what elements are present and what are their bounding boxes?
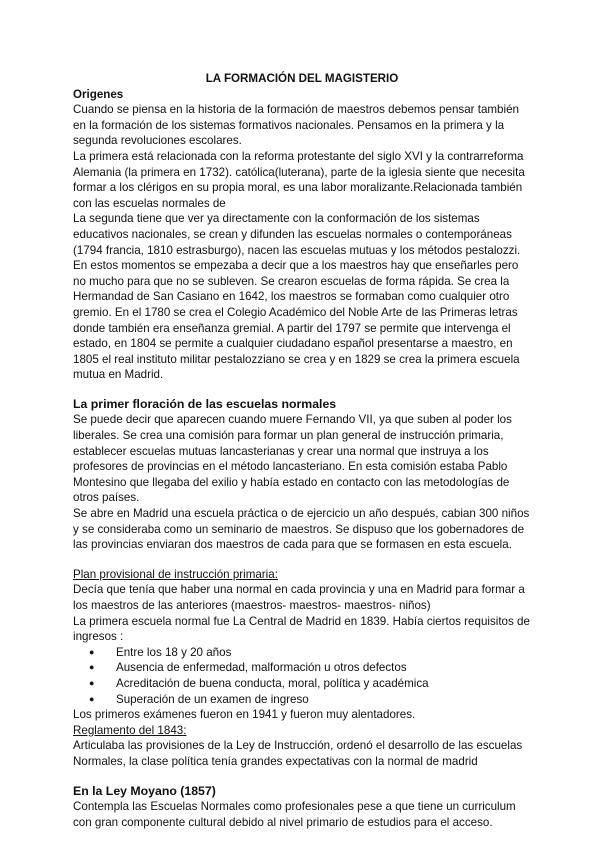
- list-item: [73, 645, 531, 661]
- requisitos-list: [73, 645, 531, 707]
- heading-origenes: Origenes: [73, 87, 124, 101]
- list-item-text: Ausencia de enfermedad, malformación u otros defectos: [116, 661, 407, 675]
- section-spacer: [73, 383, 531, 397]
- section-spacer: [73, 553, 531, 567]
- paragraph-plan-2: La primera escuela normal fue La Central de Madrid en 1839. Había ciertos requisitos de ingresos :: [73, 614, 530, 644]
- paragraph-origenes-3: La segunda tiene que ver ya directamente con la conformación de los sistemas educativos nacionales, se crean y difunden las escuelas normales o contemporáneas (1794 francia, 1810 estrasburgo), nacen las escuelas mutuas y los métodos pestalozzi.: [73, 212, 521, 257]
- paragraph-floracion-1: Se puede decir que aparecen cuando muere Fernando VII, ya que suben al poder los liberales. Se crea una comisión para formar un plan general de instrucción primaria, establecer escuelas mutuas lancasterianas y crear una normal que instruya a los profesores de provincias en el método lancasteriano. En esta comisión estaba Pablo Montesino que llegaba del exilio y había estado en contacto con las metodologías de otros países.: [73, 413, 512, 505]
- paragraph-reglamento: Articulaba las provisiones de la Ley de Instrucción, ordenó el desarrollo de las escuelas Normales, la clase política tenía grandes expectativas con la normal de madrid: [73, 739, 523, 768]
- document-title: LA FORMACIÓN DEL MAGISTERIO: [205, 72, 399, 85]
- list-item-text: Superación de un examen de ingreso: [116, 692, 309, 706]
- heading-reglamento: Reglamento del 1843:: [73, 723, 187, 737]
- paragraph-floracion-2: Se abre en Madrid una escuela práctica o de ejercicio un año después, cabian 300 niños y se consideraba como un seminario de maestros. Se dispuso que los gobernadores de las provincias enviaran dos maestros de cada para que se formasen en esta escuela.: [73, 507, 530, 552]
- bullet-icon: ●: [89, 677, 95, 688]
- list-item: [73, 676, 531, 692]
- list-item-text: Acreditación de buena conducta, moral, política y académica: [116, 676, 429, 690]
- paragraph-origenes-4: En estos momentos se empezaba a decir que a los maestros hay que enseñarles pero no mucho para que no se subleven. Se crearon escuelas de forma rápida. Se crea la Hermandad de San Casiano en 1642, los maestros se formaban como cualquier otro gremio. En el 1780 se crea el Colegio Académico del Noble Arte de las Primeras letras donde también era enseñanza gremial. A partir del 1797 se permite que intervenga el estado, en 1804 se permite a cualquier ciudadano español presentarse a maestro, en 1805 el real instituto militar pestalozziano se crea y en 1829 se crea la primera escuela mutua en Madrid.: [73, 259, 520, 382]
- section-spacer: [73, 770, 531, 784]
- paragraph-origenes-2: La primera está relacionada con la reforma protestante del siglo XVI y la contrarreforma Alemania (la primera en 1732). católica(luterana), parte de la iglesia siente que necesita formar a los clérigos en su propia moral, es una labor moralizante.Relacionada también con las escuelas normales de: [73, 149, 525, 210]
- bullet-icon: ●: [89, 693, 95, 704]
- document-body: [73, 71, 531, 830]
- heading-ley-moyano: En la Ley Moyano (1857): [73, 783, 216, 798]
- paragraph-origenes-1: Cuando se piensa en la historia de la formación de maestros debemos pensar también en la formación de los sistemas formativos nacionales. Pensamos en la primera y la segunda revoluciones escolares.: [73, 103, 519, 148]
- paragraph-plan-closing: Los primeros exámenes fueron en 1941 y fueron muy alentadores.: [73, 708, 416, 722]
- paragraph-plan-1: Decía que tenía que haber una normal en cada provincia y una en Madrid para formar a los maestros de las anteriores (maestros- maestros- maestros- niños): [73, 583, 525, 612]
- bullet-icon: ●: [89, 646, 95, 657]
- list-item: [73, 660, 531, 676]
- heading-floracion: La primer floración de las escuelas normales: [73, 396, 337, 411]
- bullet-icon: ●: [89, 662, 95, 673]
- list-item: [73, 692, 531, 708]
- paragraph-ley-moyano: Contempla las Escuelas Normales como profesionales pese a que tiene un curriculum con gran componente cultural debido al nivel primario de estudios para el acceso.: [73, 800, 516, 829]
- heading-plan-provisional: Plan provisional de instrucción primaria:: [73, 567, 278, 581]
- list-item-text: Entre los 18 y 20 años: [116, 645, 232, 659]
